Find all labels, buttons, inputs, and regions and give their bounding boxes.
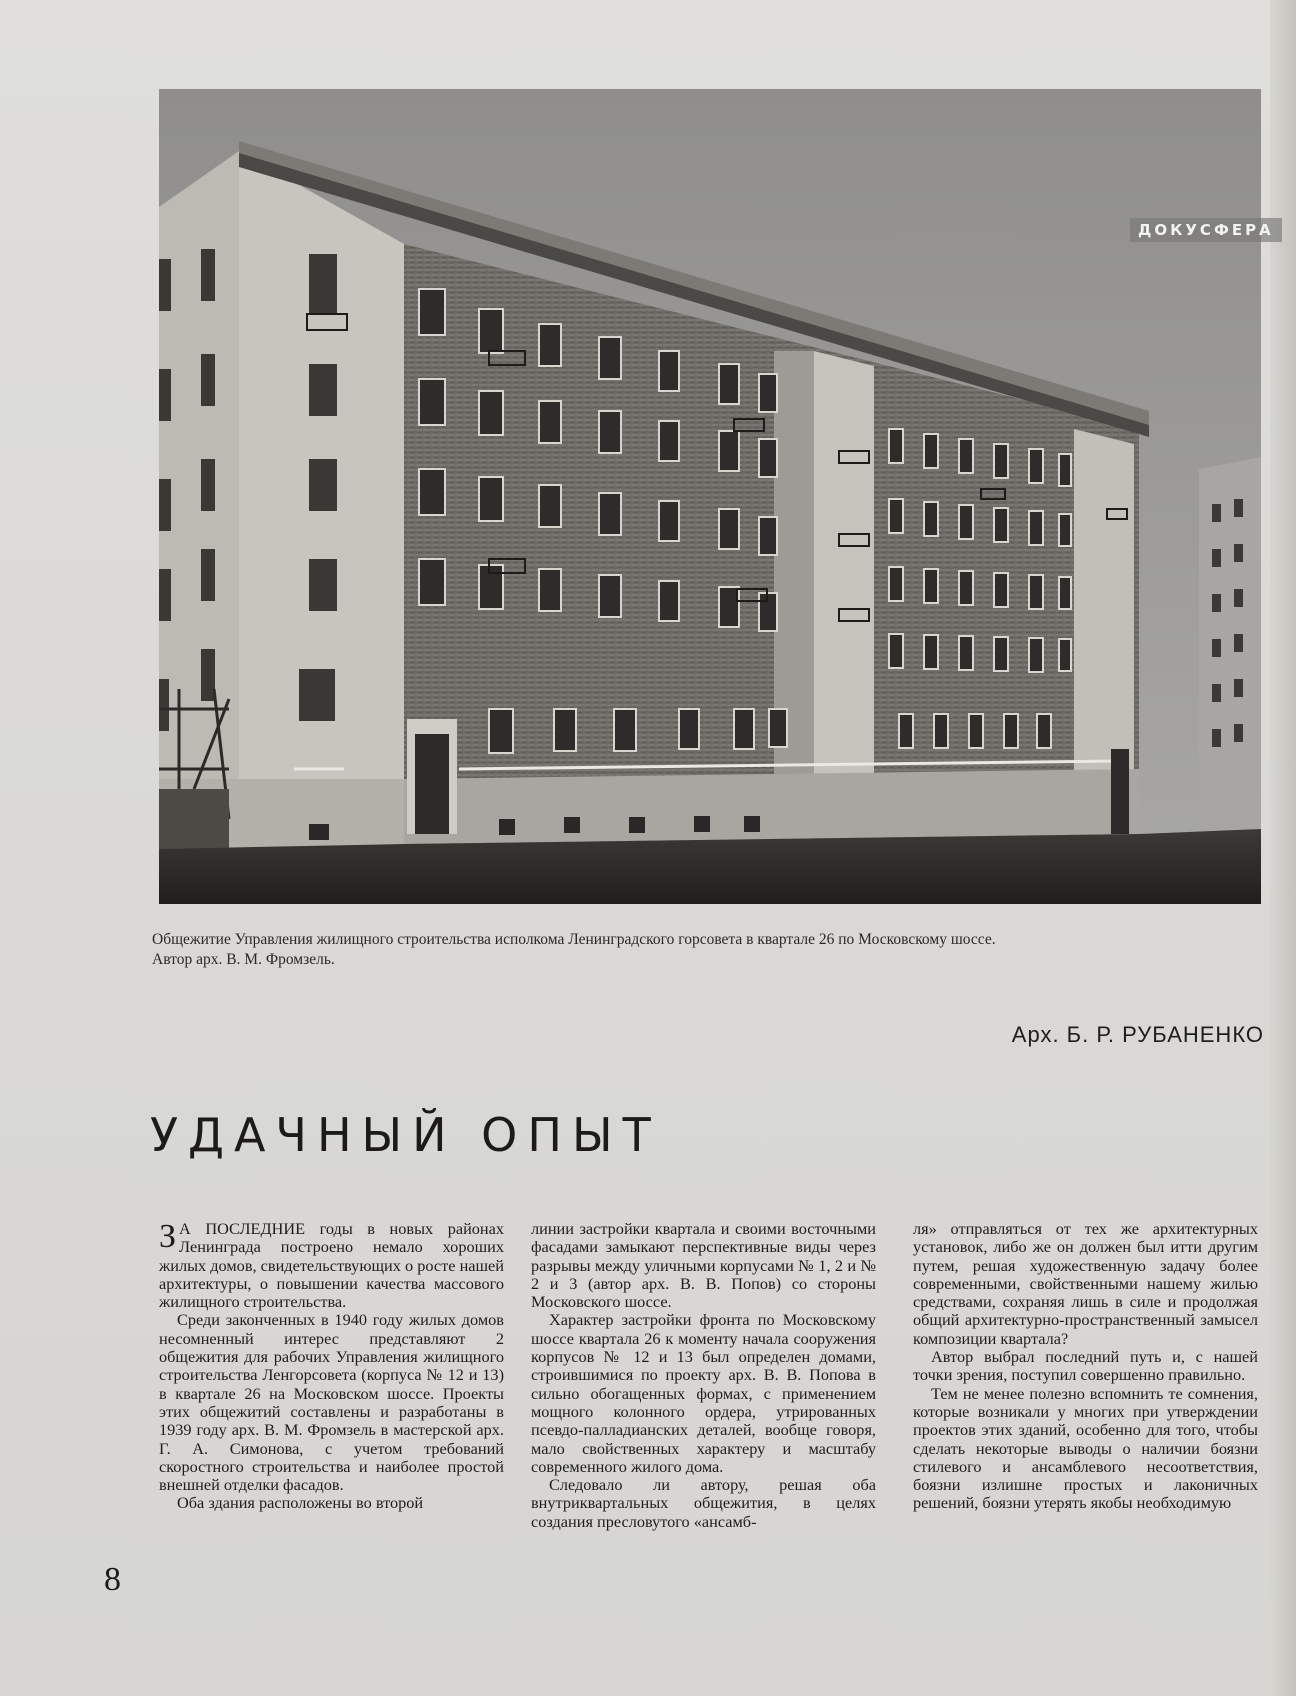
docusphere-watermark: ДОКУСФЕРА	[1130, 218, 1282, 242]
paragraph: Оба здания расположены во второй	[177, 1493, 424, 1513]
paragraph	[159, 1220, 504, 1311]
paragraph: ля» отправляться от тех же архитектурных установок, либо же он должен был итти другим путем, решая художественную задачу более современными, свойственными нашему жилью средствами, сохраняя лишь в силе и продолжая общий архитектурно-пространственный замысел композиции квартала?	[913, 1219, 1258, 1348]
paragraph: Следовало ли автору, решая оба внутриквартальных общежития, в целях создания пресловутого «ансамб-	[531, 1475, 876, 1531]
building-photograph	[159, 89, 1261, 904]
photo-caption	[152, 930, 1262, 970]
paragraph: Характер застройки фронта по Московскому шоссе квартала 26 к моменту начала сооружения корпусов № 12 и 13 был определен домами, строившимися по проекту арх. В. В. Попова в сильно обогащенных формах, с применением мощного колонного ордера, утрированных псевдо-палладианских деталей, вообще говоря, мало свойственных характеру и масштабу современного жилого дома.	[531, 1310, 876, 1476]
paragraph: Среди законченных в 1940 году жилых домов несомненный интерес представляют 2 общежития для рабочих Управления жилищного строительства Ленгорсовета (корпуса № 12 и 13) в квартале 26 на Московском шоссе. Проекты этих общежитий составлены и разработаны в 1939 году арх. В. М. Фромзель в мастерской арх. Г. А. Симонова, с учетом требований скоростного строительства и наиболее простой внешней отделки фасадов.	[159, 1310, 504, 1495]
paragraph-text: А ПОСЛЕДНИЕ годы в новых районах Ленинграда построено немало хороших жилых домов, свидетельствующих о росте нашей архитектуры, о повышении качества массового жилищного строительства.	[159, 1219, 504, 1312]
paragraph: линии застройки квартала и своими восточными фасадами замыкают перспективные виды через разрывы между уличными корпусами № 1, 2 и № 2 и 3 (автор арх. В. В. Попов) со стороны Московского шоссе.	[531, 1219, 876, 1312]
page-number: 8	[104, 1561, 121, 1598]
page-edge-shadow	[1270, 0, 1296, 1696]
paragraph: Автор выбрал последний путь и, с нашей точки зрения, поступил совершенно правильно.	[913, 1347, 1258, 1385]
drop-cap: З	[159, 1218, 177, 1255]
text-column-3	[913, 1220, 1258, 1513]
text-column-2	[531, 1220, 876, 1531]
caption-author-line: Автор арх. В. М. Фромзель.	[152, 951, 335, 968]
article-title: УДАЧНЫЙ ОПЫТ	[150, 1108, 661, 1162]
paragraph: Тем не менее полезно вспомнить те сомнения, которые возникали у многих при утверждении проектов этих зданий, особенно для того, чтобы сделать некоторые выводы о наличии боязни стилевого и ансамблевого несоответствия, боязни излишне простых и лаконичных решений, боязни утерять якобы необходимую	[913, 1383, 1258, 1513]
article-author: Арх. Б. Р. РУБАНЕНКО	[1011, 1022, 1264, 1047]
text-column-1	[159, 1220, 504, 1513]
caption-line: Общежитие Управления жилищного строительства исполкома Ленинградского горсовета в квартале 26 по Московскому шоссе.	[152, 931, 996, 948]
